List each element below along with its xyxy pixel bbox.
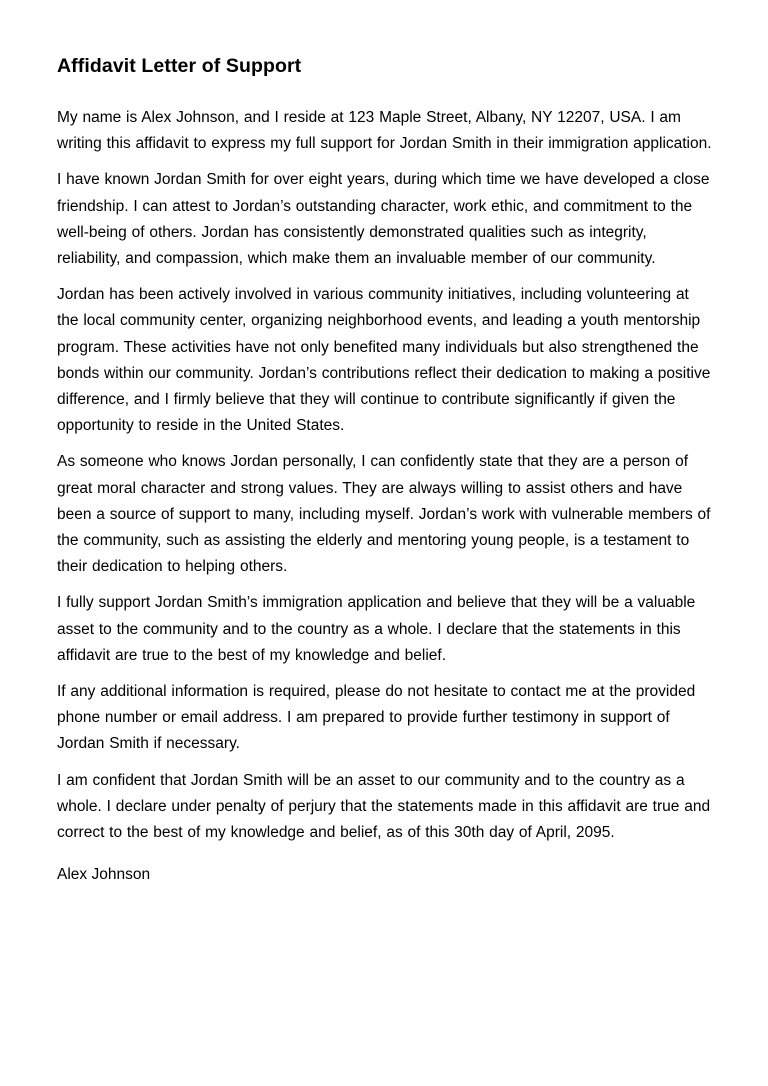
paragraph-relationship: I have known Jordan Smith for over eight years, during which time we have developed a close friendship. I can attest to Jordan’s outstanding character, work ethic, and commitment to the well-being of others. Jordan has consistently demonstrated qualities such as integrity, reliability, and compassion, which make them an invaluable member of our community.: [57, 171, 710, 268]
paragraph-introduction: My name is Alex Johnson, and I reside at 123 Maple Street, Albany, NY 12207, USA. I am writing this affidavit to express my full support for Jordan Smith in their immigration application.: [57, 109, 712, 153]
paragraph-support-statement: I fully support Jordan Smith’s immigration application and believe that they will be a valuable asset to the community and to the country as a whole. I declare that the statements in this affidavit are true to the best of my knowledge and belief.: [57, 594, 696, 664]
paragraph-declaration: I am confident that Jordan Smith will be an asset to our community and to the country as a whole. I declare under penalty of perjury that the statements made in this affidavit are true and correct to the best of my knowledge and belief, as of this 30th day of April, 2095.: [57, 771, 711, 842]
document-title: Affidavit Letter of Support: [57, 55, 302, 77]
paragraph-community-involvement: Jordan has been actively involved in various community initiatives, including volunteering at the local community center, organizing neighborhood events, and leading a youth mentorship program. These activities have not only benefited many individuals but also strengthened the bonds within our community. Jordan’s contributions reflect their dedication to making a positive difference, and I firmly believe that they will continue to contribute significantly if given the opportunity to reside in the United States.: [57, 286, 711, 435]
paragraph-contact-offer: If any additional information is required, please do not hesitate to contact me at the provided phone number or email address. I am prepared to provide further testimony in support of Jordan Smith if necessary.: [57, 683, 696, 753]
signature-name: Alex Johnson: [57, 866, 151, 884]
paragraph-character: As someone who knows Jordan personally, I can confidently state that they are a person of great moral character and strong values. They are always willing to assist others and have been a source of support to many, including myself. Jordan’s work with vulnerable members of the community, such as assisting the elderly and mentoring young people, is a testament to their dedication to helping others.: [57, 453, 711, 576]
